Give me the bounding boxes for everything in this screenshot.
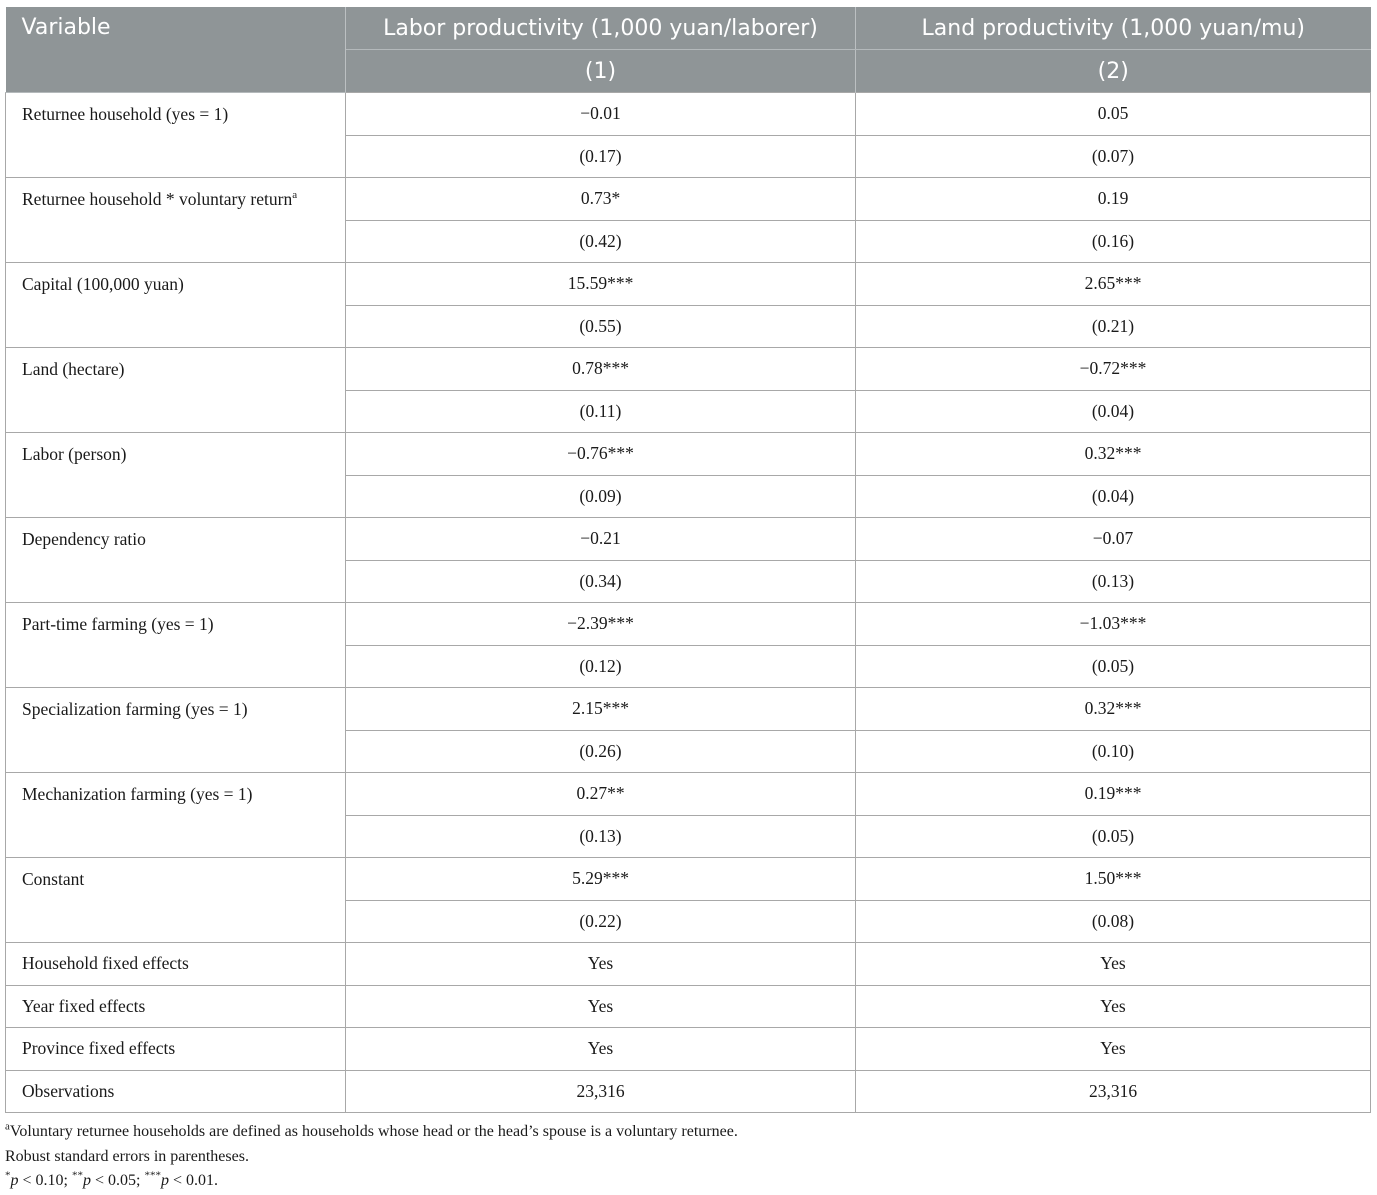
coef-land: 0.05 [856, 93, 1371, 136]
coef-land: 0.32*** [856, 433, 1371, 476]
row-label [6, 858, 346, 943]
row-label [6, 93, 346, 178]
row-label: Year fixed effects [6, 985, 346, 1028]
table-row [6, 348, 1371, 391]
se-land: (0.21) [856, 305, 1371, 348]
regression-table [5, 7, 1371, 1113]
coef-land: 1.50*** [856, 858, 1371, 901]
footnote-robust: Robust standard errors in parentheses. [5, 1147, 249, 1165]
se-land: (0.10) [856, 730, 1371, 773]
se-land: (0.16) [856, 220, 1371, 263]
table-row [6, 518, 1371, 561]
table-row [6, 1070, 1371, 1113]
footnote-a [5, 1120, 1365, 1145]
table-header [6, 7, 1371, 93]
row-label-text: Part-time farming (yes = 1) [22, 614, 214, 634]
row-label-text: Land (hectare) [22, 359, 125, 379]
row-label-text: Labor (person) [22, 444, 127, 464]
value-land: 23,316 [856, 1070, 1371, 1113]
row-label [6, 348, 346, 433]
row-label-text: Constant [22, 869, 85, 889]
table-row [6, 943, 1371, 986]
coef-land: −0.07 [856, 518, 1371, 561]
coef-land: −0.72*** [856, 348, 1371, 391]
coef-land: 0.19*** [856, 773, 1371, 816]
coef-land: 0.19 [856, 178, 1371, 221]
row-label-text: Mechanization farming (yes = 1) [22, 784, 253, 804]
coef-labor: 0.73* [346, 178, 856, 221]
row-label [6, 773, 346, 858]
table-row [6, 178, 1371, 221]
table-row [6, 858, 1371, 901]
footnote-a-text: Voluntary returnee households are defined as households whose head or the head’s spouse is a voluntary returnee. [9, 1123, 738, 1140]
value-land: Yes [856, 943, 1371, 986]
value-land: Yes [856, 1028, 1371, 1071]
value-labor: Yes [346, 943, 856, 986]
coef-labor: 0.78*** [346, 348, 856, 391]
coef-labor: −0.01 [346, 93, 856, 136]
sig-p-1: p [10, 1172, 19, 1189]
coef-land: 0.32*** [856, 688, 1371, 731]
row-label: Observations [6, 1070, 346, 1113]
row-label-text: Returnee household (yes = 1) [22, 104, 229, 124]
header-col-number-2: (2) [856, 50, 1371, 93]
row-label [6, 518, 346, 603]
se-labor: (0.09) [346, 475, 856, 518]
table-row [6, 93, 1371, 136]
sig-p-2: p [82, 1172, 91, 1189]
se-labor: (0.26) [346, 730, 856, 773]
coef-land: −1.03*** [856, 603, 1371, 646]
row-label-text: Returnee household * voluntary return [22, 189, 293, 209]
footnote-significance [5, 1169, 1365, 1194]
header-land-productivity: Land productivity (1,000 yuan/mu) [856, 7, 1371, 50]
row-label-footnote-mark: a [292, 189, 298, 202]
coef-labor: −0.76*** [346, 433, 856, 476]
table-row [6, 985, 1371, 1028]
se-land: (0.04) [856, 475, 1371, 518]
regression-table-container [5, 7, 1370, 1113]
se-labor: (0.42) [346, 220, 856, 263]
coef-labor: −0.21 [346, 518, 856, 561]
header-labor-productivity: Labor productivity (1,000 yuan/laborer) [346, 7, 856, 50]
se-labor: (0.55) [346, 305, 856, 348]
se-land: (0.04) [856, 390, 1371, 433]
table-row [6, 1028, 1371, 1071]
row-label: Household fixed effects [6, 943, 346, 986]
row-label-text: Capital (100,000 yuan) [22, 274, 184, 294]
value-labor: Yes [346, 1028, 856, 1071]
coef-labor: 2.15*** [346, 688, 856, 731]
table-row [6, 263, 1371, 306]
header-col-number-1: (1) [346, 50, 856, 93]
row-label-text: Dependency ratio [22, 529, 146, 549]
coef-labor: 5.29*** [346, 858, 856, 901]
se-land: (0.13) [856, 560, 1371, 603]
coef-labor: −2.39*** [346, 603, 856, 646]
row-label [6, 603, 346, 688]
se-land: (0.05) [856, 815, 1371, 858]
value-labor: Yes [346, 985, 856, 1028]
sig-star-2: ** [71, 1169, 83, 1182]
header-variable: Variable [6, 7, 346, 93]
sig-p-3: p [160, 1172, 169, 1189]
row-label [6, 178, 346, 263]
row-label [6, 433, 346, 518]
value-labor: 23,316 [346, 1070, 856, 1113]
se-land: (0.05) [856, 645, 1371, 688]
coef-labor: 0.27** [346, 773, 856, 816]
table-body [6, 93, 1371, 1113]
value-land: Yes [856, 985, 1371, 1028]
header-row [6, 7, 1371, 50]
se-labor: (0.13) [346, 815, 856, 858]
se-land: (0.07) [856, 135, 1371, 178]
sig-val-3: < 0.01. [168, 1172, 218, 1189]
coef-labor: 15.59*** [346, 263, 856, 306]
se-labor: (0.22) [346, 900, 856, 943]
se-labor: (0.17) [346, 135, 856, 178]
se-labor: (0.12) [346, 645, 856, 688]
sig-val-2: < 0.05; [90, 1172, 145, 1189]
table-row [6, 603, 1371, 646]
table-footnotes [5, 1120, 1365, 1194]
row-label [6, 688, 346, 773]
se-labor: (0.11) [346, 390, 856, 433]
table-row [6, 773, 1371, 816]
sig-star-3: *** [144, 1169, 161, 1182]
sig-star-1: * [5, 1169, 11, 1182]
sig-val-1: < 0.10; [18, 1172, 72, 1189]
table-row [6, 433, 1371, 476]
table-row [6, 688, 1371, 731]
row-label-text: Specialization farming (yes = 1) [22, 699, 248, 719]
row-label: Province fixed effects [6, 1028, 346, 1071]
footnote-a-mark: a [5, 1120, 10, 1133]
se-land: (0.08) [856, 900, 1371, 943]
coef-land: 2.65*** [856, 263, 1371, 306]
se-labor: (0.34) [346, 560, 856, 603]
row-label [6, 263, 346, 348]
